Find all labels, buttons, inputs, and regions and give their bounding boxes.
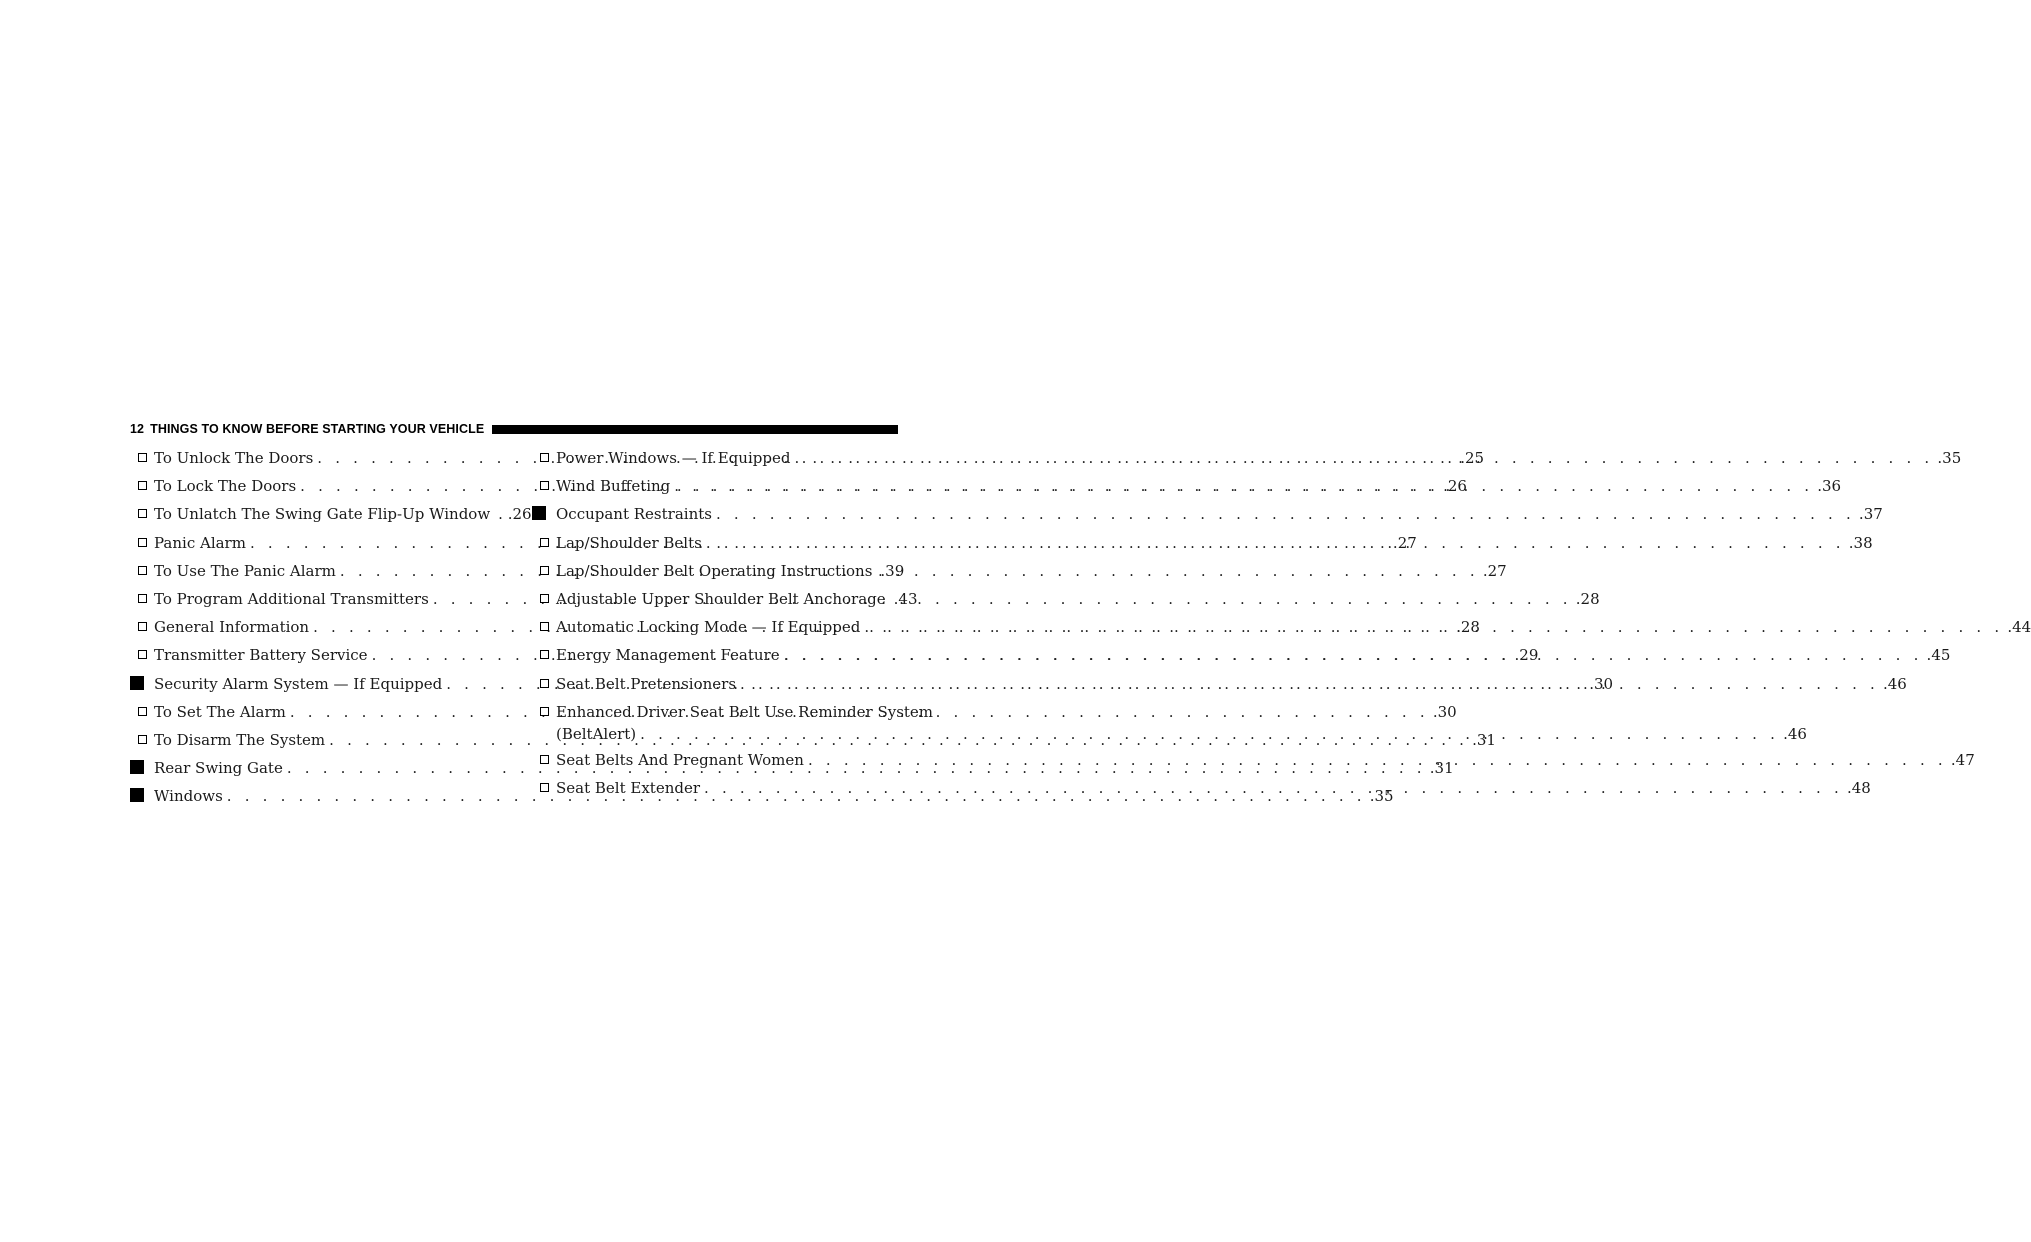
toc-entry-label: Energy Management Feature bbox=[556, 646, 780, 665]
hollow-square-bullet-icon bbox=[138, 534, 154, 554]
hollow-square-bullet-icon bbox=[540, 675, 556, 695]
toc-entry-page: .35 bbox=[1369, 787, 1394, 806]
toc-entry-page: .30 bbox=[1432, 702, 1457, 721]
toc-entry-label: Windows bbox=[154, 787, 223, 806]
toc-entry-label-continued: (BeltAlert) bbox=[556, 724, 637, 743]
dot-leader bbox=[706, 533, 1845, 553]
toc-entry-page: .46 bbox=[1783, 724, 1807, 743]
toc-entry-lap-shoulder-belt-operating-instructions[interactable] bbox=[532, 561, 905, 589]
toc-entry-page: .39 bbox=[880, 561, 905, 580]
hollow-square-bullet-icon bbox=[540, 477, 556, 497]
toc-entry-page: .25 bbox=[1460, 449, 1485, 467]
toc-entry-page: .47 bbox=[1950, 750, 1975, 769]
toc-entry-label: Panic Alarm bbox=[154, 533, 246, 552]
dot-leader bbox=[794, 448, 1933, 468]
toc-entry-page: .43 bbox=[893, 589, 918, 608]
toc-entry-page: .29 bbox=[1514, 646, 1539, 665]
toc-entry-label: Lap/Shoulder Belts bbox=[556, 533, 702, 552]
hollow-square-bullet-icon bbox=[540, 751, 556, 771]
header-rule bbox=[492, 425, 898, 434]
hollow-square-bullet-icon bbox=[138, 646, 154, 666]
filled-square-bullet-icon bbox=[130, 758, 154, 778]
toc-entry-label: Lap/Shoulder Belt Operating Instructions bbox=[556, 561, 873, 580]
dot-leader bbox=[864, 617, 2003, 637]
dot-leader bbox=[716, 504, 1855, 524]
toc-entry-page: .31 bbox=[1472, 730, 1496, 749]
toc-entry-page: .45 bbox=[1926, 646, 1951, 665]
hollow-square-bullet-icon bbox=[138, 703, 154, 723]
hollow-square-bullet-icon bbox=[540, 779, 556, 799]
toc-entry-to-unlatch-the-swing-gate-flip-up-window[interactable] bbox=[130, 504, 532, 532]
hollow-square-bullet-icon bbox=[540, 449, 556, 469]
hollow-square-bullet-icon bbox=[138, 590, 154, 610]
toc-entry-label: Rear Swing Gate bbox=[154, 759, 283, 778]
toc-entry-label: To Set The Alarm bbox=[154, 702, 286, 721]
toc-entry-adjustable-upper-shoulder-belt-anchorage[interactable] bbox=[532, 589, 918, 617]
toc-entry-page: .37 bbox=[1858, 505, 1883, 524]
toc-entry-page: .35 bbox=[1937, 449, 1962, 467]
dot-leader bbox=[340, 561, 1479, 581]
toc-entry-label: To Unlock The Doors bbox=[154, 449, 314, 467]
filled-square-bullet-icon bbox=[532, 504, 556, 524]
toc-entry-label: To Use The Panic Alarm bbox=[154, 561, 336, 580]
page-number: 12 bbox=[130, 422, 145, 436]
toc-entry-page: .27 bbox=[1392, 533, 1417, 552]
hollow-square-bullet-icon bbox=[540, 618, 556, 638]
toc-entry-page: .28 bbox=[1575, 589, 1600, 608]
toc-entry-page: . .26 bbox=[498, 505, 532, 524]
toc-entry-label: To Unlatch The Swing Gate Flip-Up Window bbox=[154, 505, 491, 524]
dot-leader bbox=[640, 724, 1779, 744]
toc-entry-label: Adjustable Upper Shoulder Belt Anchorage bbox=[556, 589, 886, 608]
toc-entry-label: To Lock The Doors bbox=[154, 477, 297, 496]
toc-entry-label: Wind Buffeting bbox=[556, 477, 671, 496]
toc-entry-label: Transmitter Battery Service bbox=[154, 646, 368, 665]
dot-leader bbox=[704, 778, 1843, 798]
dot-leader bbox=[740, 674, 1879, 694]
toc-entry-page: .48 bbox=[1846, 778, 1871, 797]
toc-entry-label: Automatic Locking Mode — If Equipped bbox=[556, 618, 861, 637]
hollow-square-bullet-icon bbox=[540, 703, 556, 723]
filled-square-bullet-icon bbox=[130, 674, 154, 694]
toc-entry-page: .26 bbox=[1443, 477, 1467, 496]
hollow-square-bullet-icon bbox=[540, 590, 556, 610]
hollow-square-bullet-icon bbox=[138, 731, 154, 751]
toc-entry-page: .38 bbox=[1848, 533, 1873, 552]
dot-leader bbox=[784, 645, 1923, 665]
toc-entry-label: Power Windows — If Equipped bbox=[556, 449, 791, 467]
toc-entry-label: Enhanced Driver Seat Belt Use Reminder System bbox=[556, 702, 934, 721]
toc-entry-page: .46 bbox=[1882, 674, 1907, 693]
toc-entry-page: .28 bbox=[1456, 618, 1480, 637]
toc-entry-page: .30 bbox=[1589, 674, 1614, 693]
toc-entry-label: Security Alarm System — If Equipped bbox=[154, 674, 443, 693]
toc-entry-page: .27 bbox=[1482, 561, 1507, 580]
toc-entry-occupant-restraints[interactable] bbox=[532, 504, 1883, 532]
dot-leader bbox=[674, 476, 1813, 496]
hollow-square-bullet-icon bbox=[138, 618, 154, 638]
toc-entry-page: .44 bbox=[2007, 618, 2031, 637]
toc-entry-label: Occupant Restraints bbox=[556, 505, 712, 524]
toc-entry-page: .36 bbox=[1817, 477, 1842, 496]
filled-square-bullet-icon bbox=[130, 786, 154, 806]
toc-entry-label: To Disarm The System bbox=[154, 730, 326, 749]
toc-entry-label: Seat Belts And Pregnant Women bbox=[556, 750, 804, 769]
toc-entry-page: .31 bbox=[1429, 759, 1454, 778]
hollow-square-bullet-icon bbox=[540, 646, 556, 666]
hollow-square-bullet-icon bbox=[138, 449, 154, 469]
hollow-square-bullet-icon bbox=[138, 562, 154, 582]
section-title: THINGS TO KNOW BEFORE STARTING YOUR VEHICLE bbox=[150, 422, 485, 436]
dot-leader bbox=[808, 750, 1947, 770]
toc-entry-label: To Program Additional Transmitters bbox=[154, 589, 429, 608]
toc-entry-label: General Information bbox=[154, 618, 310, 637]
toc-entry-label: Seat Belt Extender bbox=[556, 778, 701, 797]
hollow-square-bullet-icon bbox=[138, 477, 154, 497]
hollow-square-bullet-icon bbox=[540, 562, 556, 582]
page-header bbox=[130, 420, 898, 438]
hollow-square-bullet-icon bbox=[138, 505, 154, 525]
toc-entry-label: Seat Belt Pretensioners bbox=[556, 674, 737, 693]
hollow-square-bullet-icon bbox=[540, 534, 556, 554]
